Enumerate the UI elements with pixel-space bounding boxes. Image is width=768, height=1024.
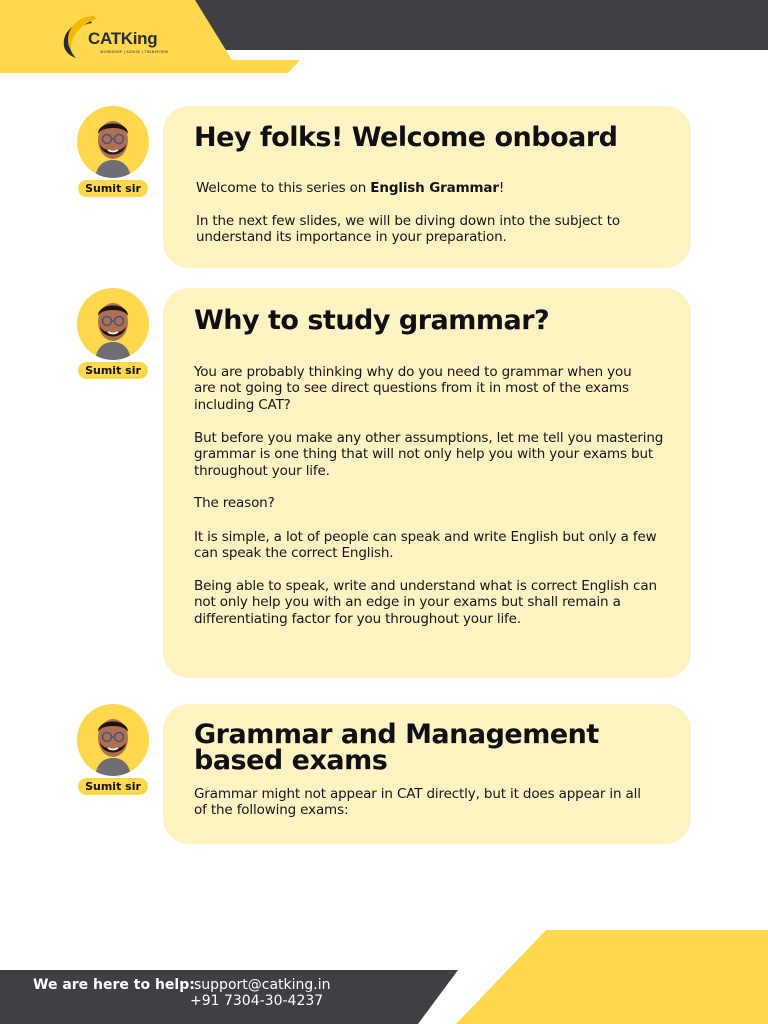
card-title: Hey folks! Welcome onboard [194,122,618,153]
welcome-card [163,106,691,268]
card-paragraph: Grammar might not appear in CAT directly, but it does appear in all of the following exams: [194,786,641,819]
card-intro [196,180,686,196]
author-avatar [77,288,149,360]
catking-logo[interactable] [60,14,180,60]
support-phone-link[interactable]: +91 7304-30-4237 [190,993,324,1009]
header-accent-strip [0,60,300,73]
card-paragraph: The reason? [194,495,275,511]
author-name-tag: Sumit sir [78,778,148,795]
author-avatar [77,106,149,178]
card-title-line: Grammar and Management [194,719,599,750]
support-email-link[interactable]: support@catking.in [194,977,331,993]
author-avatar [77,704,149,776]
card-paragraph: Being able to speak, write and understand what is correct English can not only help you with an edge in your exams but shall remain a differentiating factor for you throughout your life. [194,578,657,627]
brand-name: CATKing [88,29,158,48]
footer-yellow-panel [456,930,768,1024]
presenter-face-icon [77,106,149,178]
card-title: Why to study grammar? [194,305,550,336]
intro-highlight: English Grammar [370,180,499,196]
management-exams-card [163,704,691,844]
card-title-line: based exams [194,745,388,776]
why-grammar-card [163,288,691,678]
presenter-face-icon [77,704,149,776]
card-paragraph: It is simple, a lot of people can speak and write English but only a few can speak the correct English. [194,529,657,562]
intro-end: ! [498,180,505,196]
presenter-face-icon [77,288,149,360]
card-paragraph: In the next few slides, we will be diving down into the subject to understand its importance in your preparation. [196,213,620,246]
card-title [194,719,599,776]
intro-text: Welcome to this series on [196,180,371,196]
card-paragraph: But before you make any other assumptions, let me tell you mastering grammar is one thing that will not only help you with your exams but throughout your life. [194,430,664,479]
footer-help-label: We are here to help: [33,977,195,993]
brand-tagline: WORKSHOP | ADVISE | TRANSFORM [100,50,169,54]
card-paragraph: You are probably thinking why do you need to grammar when you are not going to see direct questions from it in most of the exams including CAT? [194,364,632,413]
author-name-tag: Sumit sir [78,362,148,379]
author-name-tag: Sumit sir [78,180,148,197]
